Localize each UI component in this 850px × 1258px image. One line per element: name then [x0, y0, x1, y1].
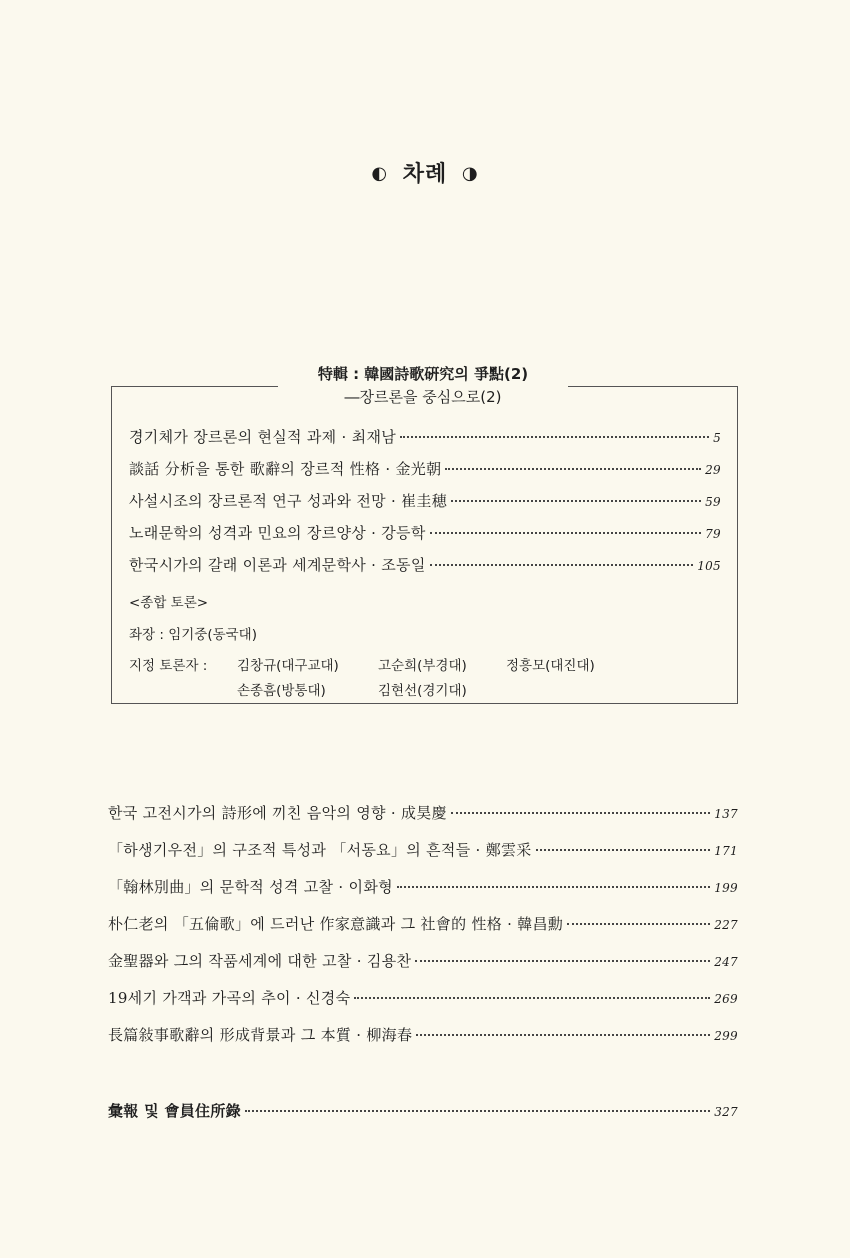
toc-entry-page: 105: [697, 559, 721, 573]
dot-leader: [416, 1034, 710, 1036]
toc-entry-feature-4[interactable]: [129, 522, 721, 543]
toc-entry-page: 299: [714, 1029, 738, 1043]
toc-entry-title: 노래문학의 성격과 민요의 장르양상 · 강등학: [129, 524, 426, 542]
dot-leader: [536, 849, 711, 851]
toc-entry-page: 327: [714, 1105, 738, 1119]
toc-entry-page: 59: [705, 495, 721, 509]
toc-entry-article-2[interactable]: [108, 839, 738, 860]
page-title: [0, 157, 850, 188]
page-title-text: 차례: [402, 162, 448, 187]
dot-leader: [430, 532, 701, 534]
toc-entry-page: 247: [714, 955, 738, 969]
panel-label: 지정 토론자 :: [129, 658, 208, 674]
half-circle-left-icon: ◐: [371, 162, 389, 184]
toc-entry-title: 「하생기우전」의 구조적 특성과 「서동요」의 흔적들 · 鄭雲采: [108, 841, 532, 859]
toc-entry-feature-5[interactable]: [129, 554, 721, 575]
panelist: 고순희(부경대): [378, 658, 467, 674]
toc-entry-feature-2[interactable]: [129, 458, 721, 479]
toc-entry-article-5[interactable]: [108, 950, 738, 971]
toc-entry-title: 사설시조의 장르론적 연구 성과와 전망 · 崔圭穂: [129, 492, 448, 510]
toc-entry-article-7[interactable]: [108, 1024, 738, 1045]
toc-entry-article-3[interactable]: [108, 876, 738, 897]
toc-entry-article-4[interactable]: [108, 913, 738, 934]
dot-leader: [354, 997, 710, 999]
toc-entry-title: 彙報 및 會員住所錄: [108, 1102, 241, 1120]
toc-entry-appendix[interactable]: [108, 1100, 738, 1121]
toc-entry-title: 朴仁老의 「五倫歌」에 드러난 作家意識과 그 社會的 性格 · 韓昌勳: [108, 915, 564, 933]
dot-leader: [400, 436, 709, 438]
feature-subtitle: ―장르론을 중심으로(2): [344, 388, 502, 406]
toc-entry-title: 한국 고전시가의 詩形에 끼친 음악의 영향 · 成昊慶: [108, 804, 447, 822]
toc-entry-article-6[interactable]: [108, 987, 738, 1008]
discussion-heading: <종합 토론>: [129, 595, 209, 611]
toc-entry-title: 金聖器와 그의 작품세계에 대한 고찰 · 김용찬: [108, 952, 412, 970]
half-circle-right-icon: ◑: [461, 162, 479, 184]
toc-entry-title: 長篇敍事歌辭의 形成背景과 그 本質 · 柳海春: [108, 1026, 413, 1044]
dot-leader: [430, 564, 694, 566]
toc-entry-page: 137: [714, 807, 738, 821]
toc-entry-page: 5: [713, 431, 721, 445]
toc-entry-page: 269: [714, 992, 738, 1006]
panelist: 손종흠(방통대): [237, 683, 326, 699]
toc-entry-article-1[interactable]: [108, 802, 738, 823]
toc-entry-page: 227: [714, 918, 738, 932]
panelist: 정흥모(대진대): [506, 658, 595, 674]
toc-entry-title: 「翰林別曲」의 문학적 성격 고찰 · 이화형: [108, 878, 393, 896]
toc-entry-title: 19세기 가객과 가곡의 추이 · 신경숙: [108, 989, 351, 1007]
dot-leader: [567, 923, 710, 925]
panelist: 김현선(경기대): [378, 683, 467, 699]
toc-entry-feature-1[interactable]: [129, 426, 721, 447]
toc-entry-page: 29: [705, 463, 721, 477]
toc-entry-title: 경기체가 장르론의 현실적 과제 · 최재남: [129, 428, 397, 446]
dot-leader: [245, 1110, 710, 1112]
dot-leader: [397, 886, 710, 888]
dot-leader: [415, 960, 710, 962]
discussion-panel: [129, 654, 719, 704]
toc-entry-page: 79: [705, 527, 721, 541]
toc-entry-title: 한국시가의 갈래 이론과 세계문학사 · 조동일: [129, 556, 426, 574]
feature-heading: [278, 363, 568, 409]
toc-entry-title: 談話 分析을 통한 歌辭의 장르적 性格 · 金光朝: [129, 460, 442, 478]
feature-title: 特輯 : 韓國詩歌硏究의 爭點(2): [317, 365, 529, 383]
dot-leader: [451, 812, 710, 814]
toc-entry-page: 199: [714, 881, 738, 895]
dot-leader: [451, 500, 701, 502]
toc-entry-page: 171: [714, 844, 738, 858]
discussion-chair: 좌장 : 임기중(동국대): [129, 627, 257, 643]
panelist: 김창규(대구교대): [237, 658, 339, 674]
dot-leader: [445, 468, 701, 470]
toc-entry-feature-3[interactable]: [129, 490, 721, 511]
